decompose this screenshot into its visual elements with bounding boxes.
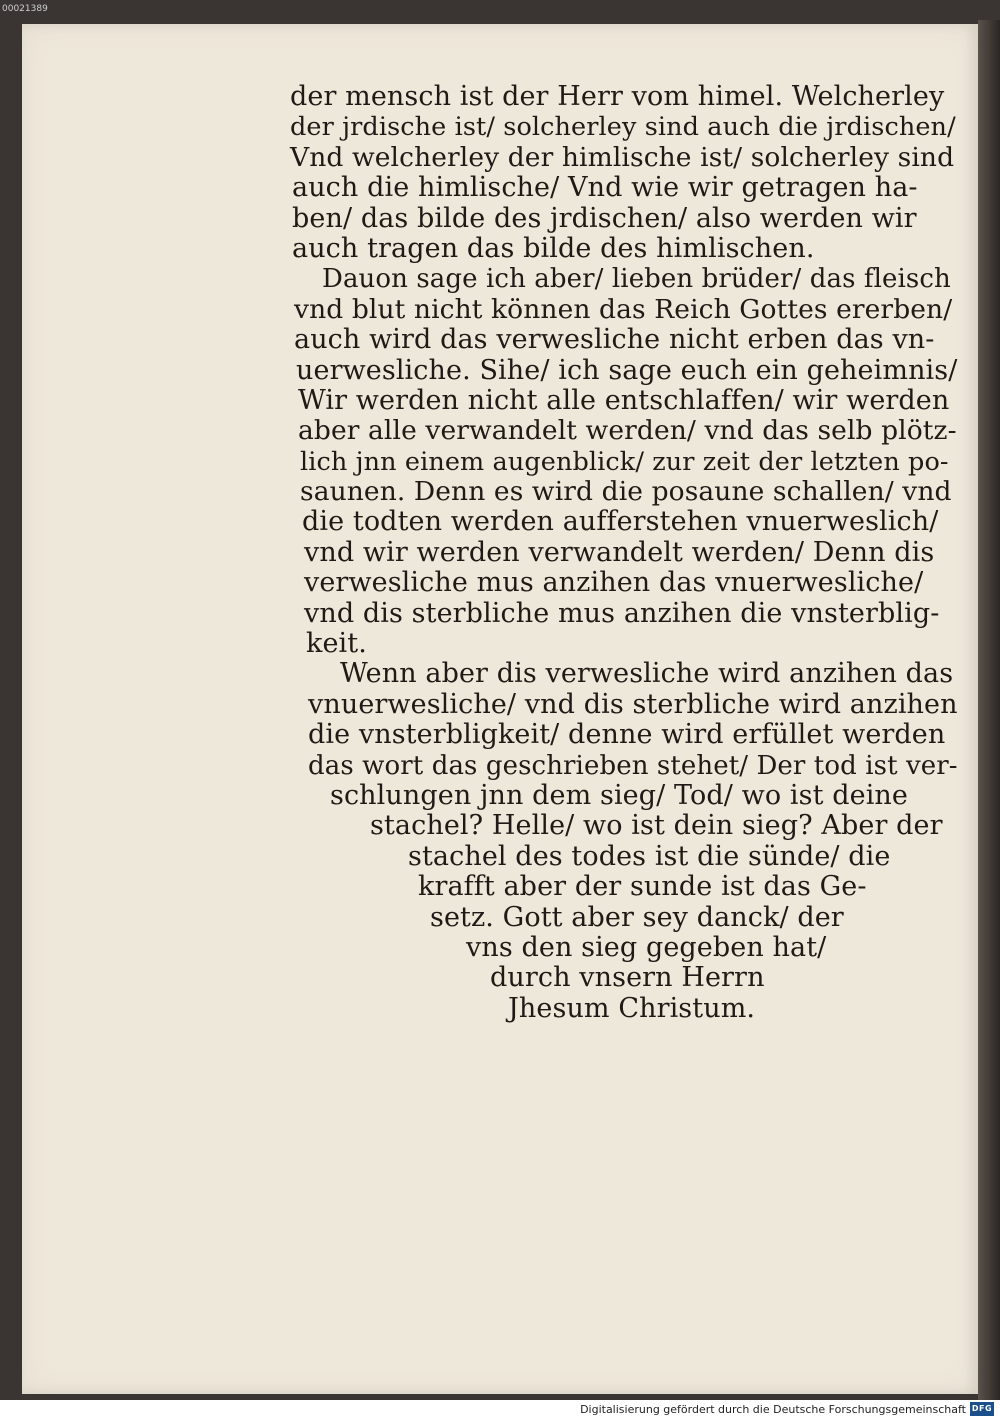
text-line: der jrdische ist/ solcherley sind auch die jrdischen/ bbox=[290, 112, 956, 143]
text-line: auch die himlische/ Vnd wie wir getragen ha- bbox=[292, 172, 918, 204]
text-line: die todten werden aufferstehen vnuerweslich/ bbox=[302, 506, 939, 538]
text-line: Vnd welcherley der himlische ist/ solcherley sind bbox=[290, 141, 955, 173]
book-edge bbox=[978, 20, 1000, 1400]
text-line: vnuerwesliche/ vnd dis sterbliche wird anzihen bbox=[308, 688, 958, 720]
scan-id-label: 00021389 bbox=[2, 4, 48, 14]
text-line: aber alle verwandelt werden/ vnd das selb plötz- bbox=[298, 415, 957, 447]
text-line: lich jnn einem augenblick/ zur zeit der letzten po- bbox=[300, 446, 949, 477]
text-line: uerwesliche. Sihe/ ich sage euch ein geheimnis/ bbox=[296, 354, 958, 386]
text-line: auch tragen das bilde des himlischen. bbox=[292, 232, 815, 264]
funding-note: Digitalisierung gefördert durch die Deutsche Forschungsgemeinschaft bbox=[580, 1403, 966, 1416]
text-line: saunen. Denn es wird die posaune schallen/ vnd bbox=[300, 476, 952, 508]
text-line: das wort das geschrieben stehet/ Der tod ist ver- bbox=[308, 750, 958, 781]
text-line: Wir werden nicht alle entschlaffen/ wir werden bbox=[298, 384, 950, 416]
text-line: vns den sieg gegeben hat/ bbox=[466, 931, 827, 963]
text-line: der mensch ist der Herr vom himel. Welcherley bbox=[290, 81, 945, 112]
dfg-logo: DFG bbox=[970, 1402, 994, 1416]
text-line: durch vnsern Herrn bbox=[490, 962, 765, 994]
text-line: keit. bbox=[306, 628, 367, 660]
text-line: die vnsterbligkeit/ denne wird erfüllet werden bbox=[308, 719, 946, 751]
text-line: auch wird das verwesliche nicht erben das vn- bbox=[294, 324, 935, 356]
text-line: vnd wir werden verwandelt werden/ Denn dis bbox=[304, 536, 935, 568]
text-line: Jhesum Christum. bbox=[508, 992, 756, 1024]
text-line: vnd blut nicht können das Reich Gottes ererben/ bbox=[294, 293, 953, 325]
text-line: schlungen jnn dem sieg/ Tod/ wo ist deine bbox=[330, 779, 908, 811]
text-line: stachel? Helle/ wo ist dein sieg? Aber der bbox=[370, 810, 943, 842]
text-line: Wenn aber dis verwesliche wird anzihen das bbox=[340, 658, 954, 690]
text-line: setz. Gott aber sey danck/ der bbox=[430, 901, 844, 933]
text-line: Dauon sage ich aber/ lieben brüder/ das fleisch bbox=[322, 264, 951, 295]
page-text bbox=[268, 82, 958, 1024]
text-line: krafft aber der sunde ist das Ge- bbox=[418, 871, 867, 903]
text-line: ben/ das bilde des jrdischen/ also werden wir bbox=[292, 202, 917, 234]
text-line: verwesliche mus anzihen das vnuerwesliche/ bbox=[304, 567, 924, 599]
text-line: stachel des todes ist die sünde/ die bbox=[408, 840, 891, 872]
text-line: vnd dis sterbliche mus anzihen die vnsterblig- bbox=[304, 597, 940, 629]
